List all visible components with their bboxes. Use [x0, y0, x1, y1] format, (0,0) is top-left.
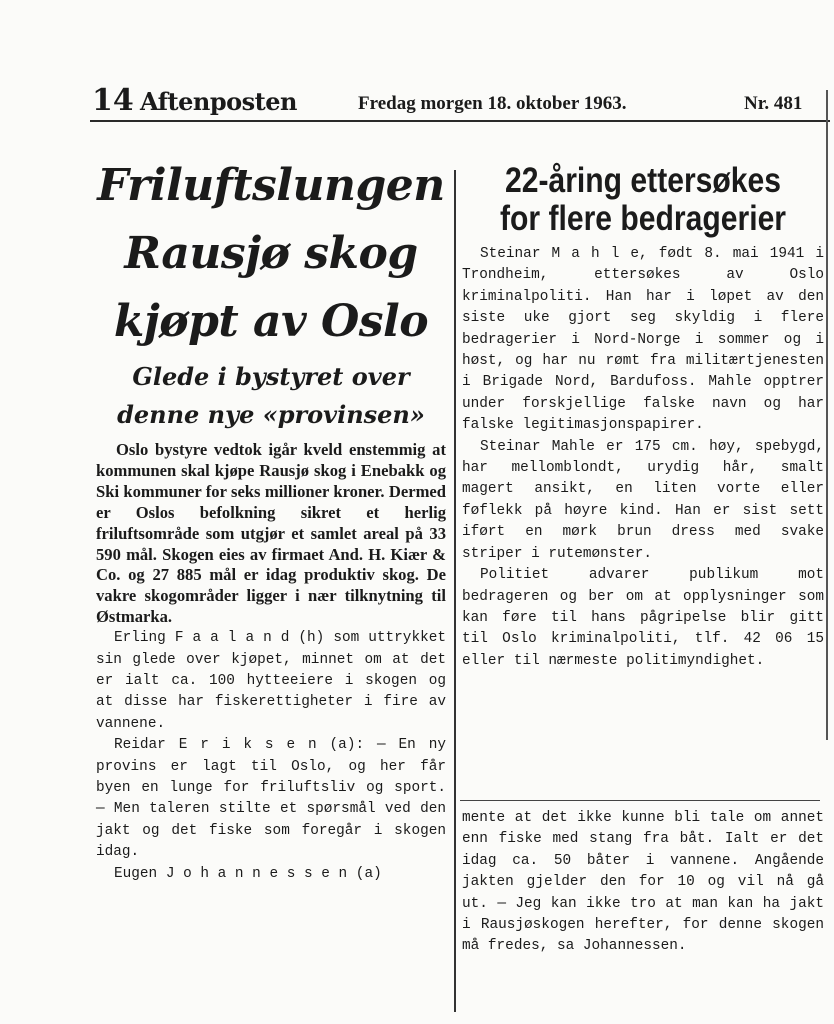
- headline-line: for flere bedragerier: [499, 199, 787, 238]
- body-paragraph: Steinar M a h l e, født 8. mai 1941 i Trondheim, ettersøkes av Oslo kriminalpoliti. Han har i løpet av den siste uke gjort seg skyldig i flere bedragerier i Nord-Norge i sommer og i høst, og har nu rømt fra militærtjenesten i Brigade Nord, Bardufoss. Mahle opptrer under forskjellige falske navn og har falske legitimasjonspapirer.: [462, 246, 824, 434]
- article-wanted: [462, 162, 824, 672]
- body-paragraph: Eugen J o h a n n e s s e n (a): [114, 865, 382, 882]
- continuation-paragraph: mente at det ikke kunne bli tale om annet enn fiske med stang fra båt. Ialt er det idag ca. 50 båter i vannene. Angående jakten gjelder den for 10 og vil nå gå ut. — Jeg kan ikke tro at man kan ha jakt i Rausjøskogen herefter, for denne skogen må fredes, sa Johannessen.: [462, 810, 824, 955]
- newspaper-name: Aftenposten: [140, 87, 297, 116]
- article-divider: [460, 800, 820, 801]
- article-rausjo: [96, 152, 446, 885]
- masthead: [92, 84, 822, 120]
- lead-paragraph: Oslo bystyre vedtok igår kveld enstemmig at kommunen skal kjøpe Rausjø skog i Enebakk og Ski kommuner for seks millioner kroner. Dermed er Oslos befolkning sikret et herlig friluftsområde som utgjør et samlet areal på 33 590 mål. Skogen eies av firmaet And. H. Kiær & Co. og 27 885 mål er idag produktiv skog. De vakre skogområder ligger i nær tilknytning til Østmarka.: [96, 440, 446, 627]
- page-edge-rule: [826, 90, 828, 740]
- issue-date: Fredag morgen 18. oktober 1963.: [358, 93, 627, 114]
- page-number: 14: [92, 83, 134, 118]
- subhead-line: Glede i bystyret over: [132, 362, 410, 391]
- article-headline: [96, 152, 446, 356]
- issue-number: Nr. 481: [744, 93, 803, 114]
- body-paragraph: Erling F a a l a n d (h) som uttrykket sin glede over kjøpet, minnet om at det er ialt ca. 100 hytteeiere i skogen og at disse har fiskerettigheter i fire av vannene.: [96, 630, 446, 732]
- masthead-rule: [90, 120, 830, 122]
- headline-line: kjøpt av Oslo: [113, 296, 429, 347]
- subhead-line: denne nye «provinsen»: [117, 400, 425, 429]
- article-subheadline: [96, 358, 446, 434]
- headline-line: 22-åring ettersøkes: [504, 161, 782, 200]
- article-headline: [487, 162, 798, 238]
- headline-line: Rausjø skog: [124, 228, 418, 279]
- headline-line: Friluftslungen: [97, 160, 445, 211]
- body-paragraph: Steinar Mahle er 175 cm. høy, spebygd, har mellomblondt, urydig hår, smalt magert ansikt, en liten vorte eller føflekk på høyre kind. Han er sist sett iført en mørk brun dress med svake striper i rutemønster.: [462, 438, 824, 562]
- body-paragraph: Politiet advarer publikum mot bedrageren og ber om at opplysninger som kan føre til hans pågripelse blir gitt til Oslo kriminalpoliti, tlf. 42 06 15 eller til nærmeste politimyndighet.: [462, 567, 824, 669]
- body-paragraph: Reidar E r i k s e n (a): — En ny provins er lagt til Oslo, og her får byen en lunge for friluftsliv og sport. — Men taleren stilte et spørsmål ved den jakt og det fiske som foregår i skogen idag.: [96, 737, 446, 861]
- article-continuation: [462, 808, 824, 958]
- column-rule: [454, 170, 456, 1012]
